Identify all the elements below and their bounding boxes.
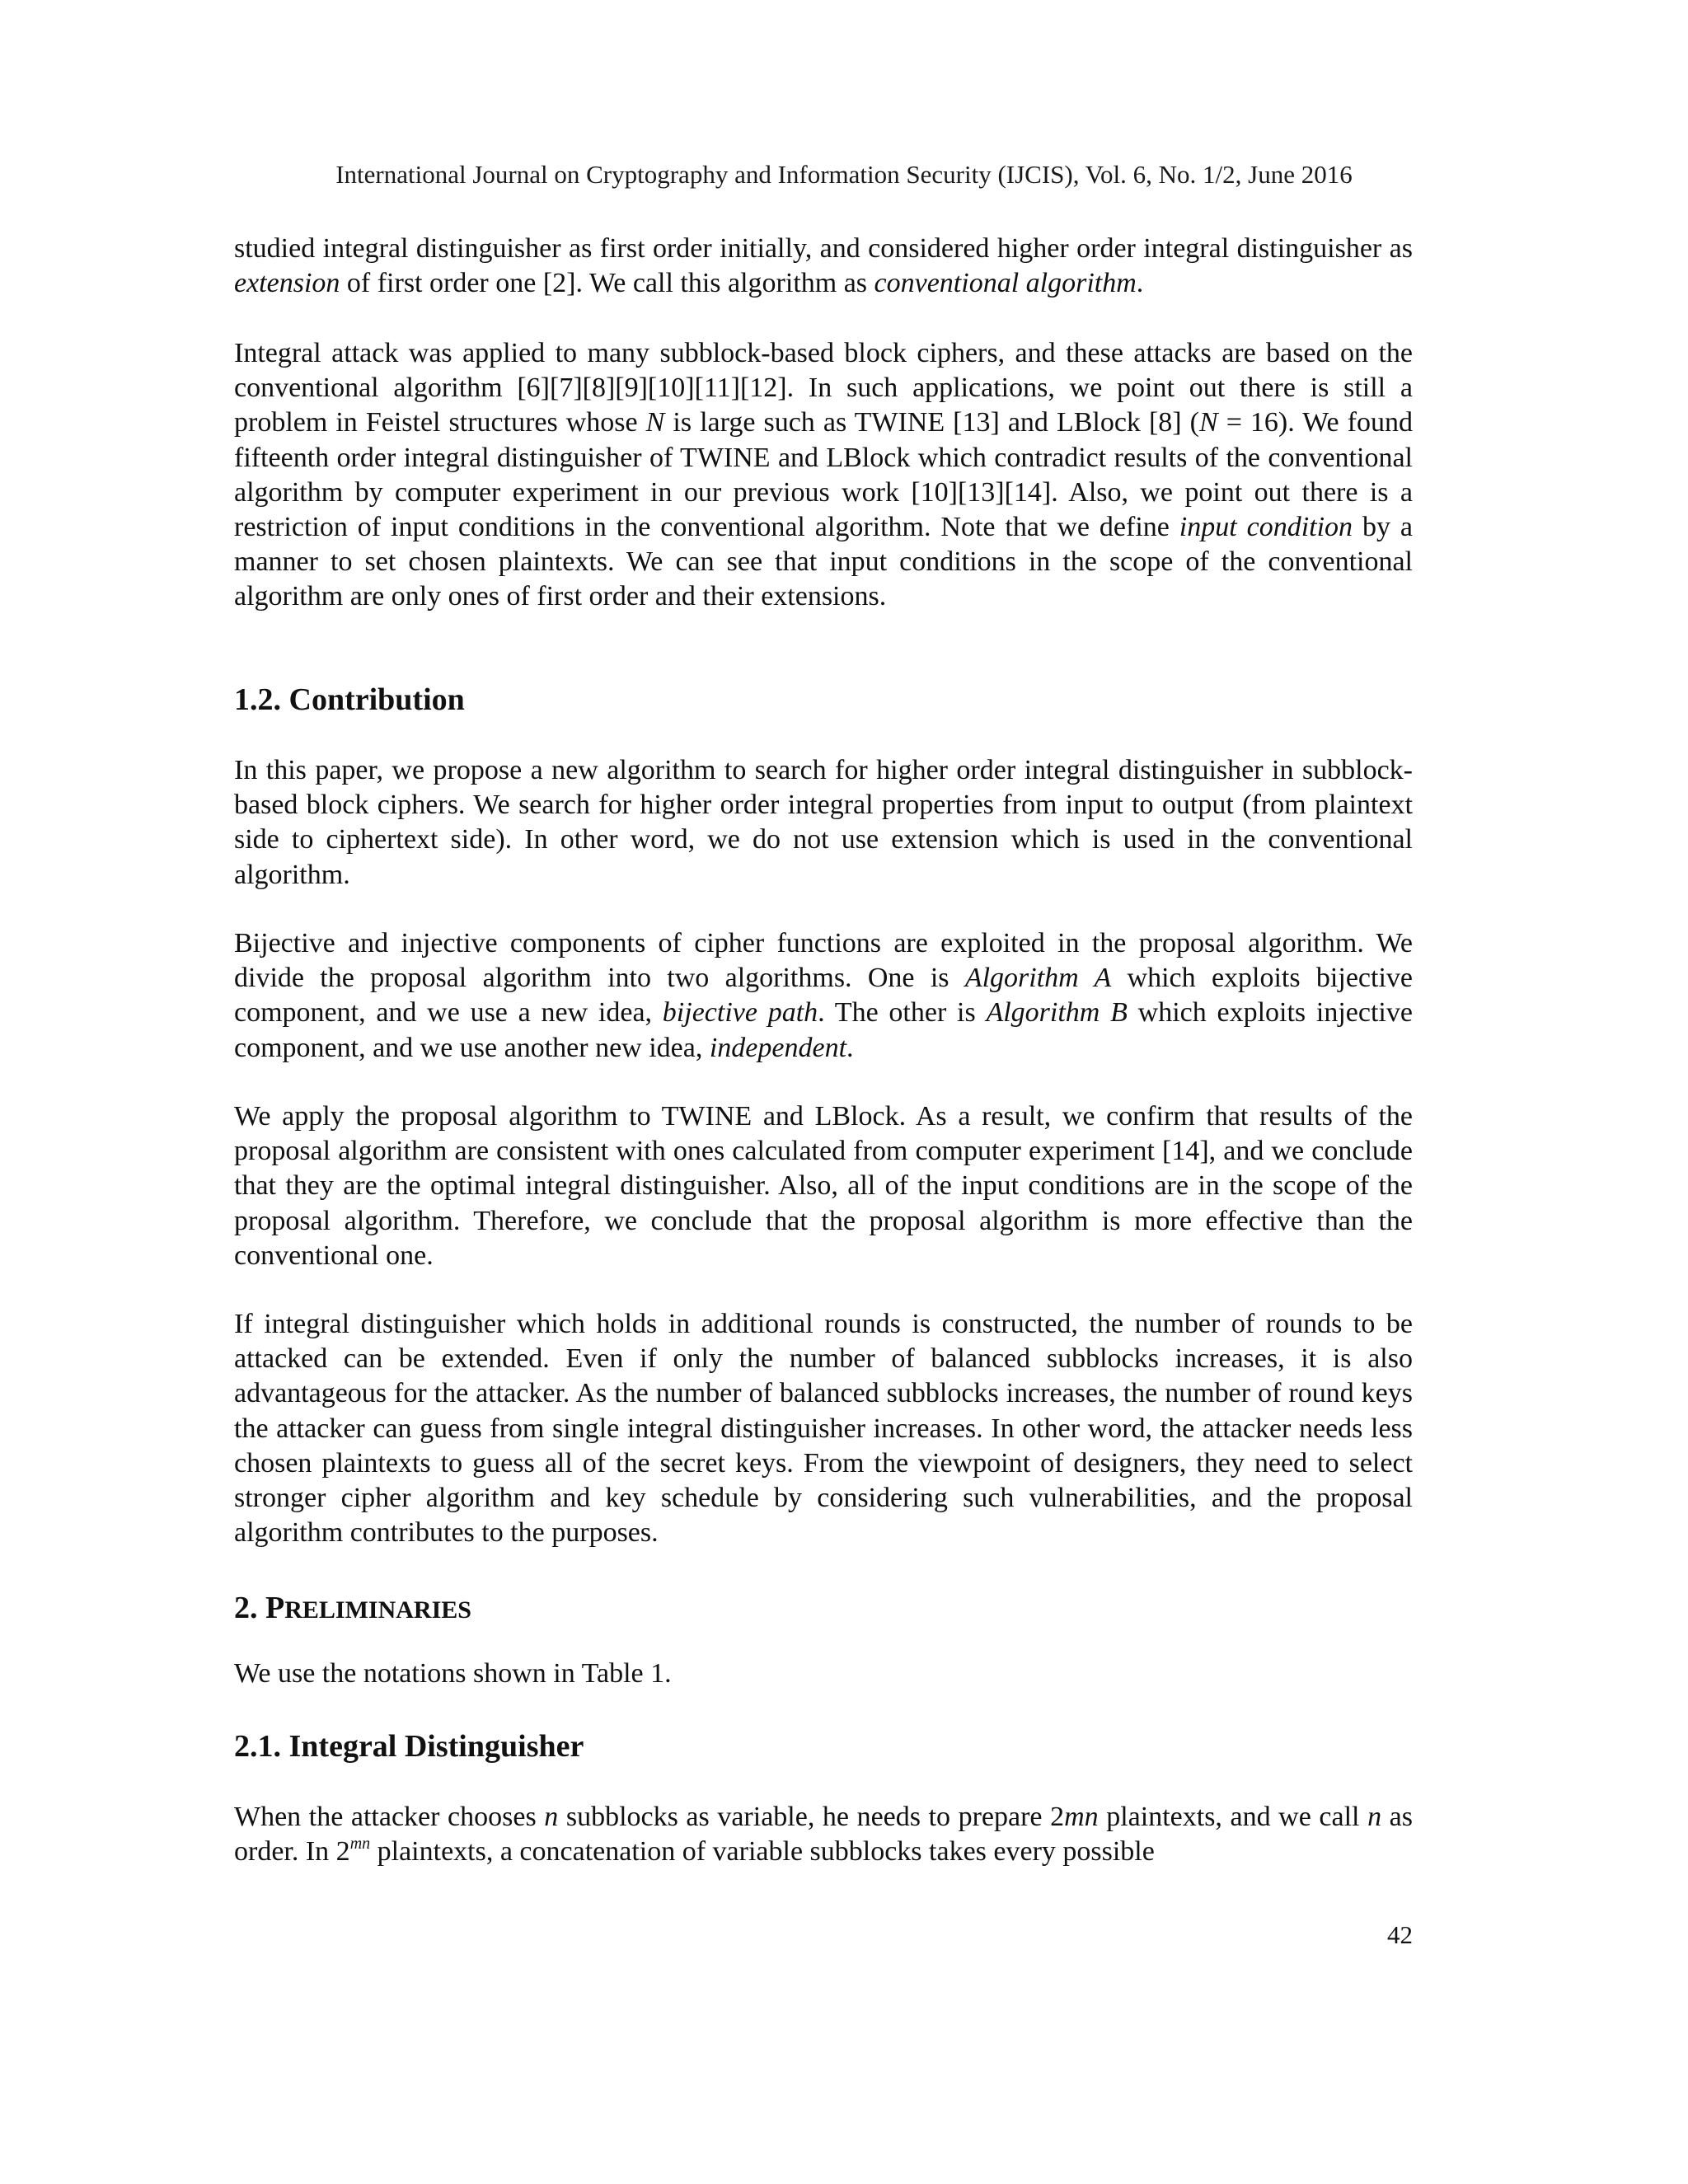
text-run: studied integral distinguisher as first order initially, and considered higher order integral distinguisher as	[234, 233, 1413, 264]
integral-distinguisher-paragraph-1	[234, 1800, 1413, 1869]
italic-term: extension	[234, 268, 340, 299]
section-heading-contribution	[234, 681, 1413, 719]
italic-term: Algorithm B	[986, 997, 1128, 1029]
text-run: as order. In 2	[234, 1802, 1413, 1868]
italic-term: conventional algorithm	[874, 268, 1137, 299]
contribution-paragraph-4: If integral distinguisher which holds in additional rounds is constructed, the number of rounds to be attacked can be extended. Even if only the number of balanced subblocks increases, it is also advantageous for the attacker. As the number of balanced subblocks increases, the number of round keys the attacker can guess from single integral distinguisher increases. In other word, the attacker needs less chosen plaintexts to guess all of the secret keys. From the viewpoint of designers, they need to select stronger cipher algorithm and key schedule by considering such vulnerabilities, and the proposal algorithm contributes to the purposes.	[234, 1309, 1413, 1549]
heading-text: 2.1. Integral Distinguisher	[234, 1729, 584, 1764]
italic-variable: n	[544, 1802, 559, 1832]
text-run: Bijective and injective components of cipher functions are exploited in the proposal algorithm. We divide the proposal algorithm into two algorithms. One is	[234, 928, 1413, 994]
preliminaries-paragraph-1: We use the notations shown in Table 1.	[234, 1658, 672, 1689]
intro-paragraph-2	[234, 336, 1413, 615]
section-heading-preliminaries	[234, 1589, 1413, 1629]
text-run: . The other is	[818, 997, 987, 1029]
text-run: Integral attack was applied to many subblock-based block ciphers, and these attacks are based on the conventional algorithm [6][7][8][9][10][11][12]. In such applications, we point out there is still a problem in Feistel structures whose	[234, 338, 1413, 438]
text-run: which exploits bijective component, and we use a new idea,	[234, 963, 1413, 1029]
text-run: of first order one [2]. We call this algorithm as	[340, 268, 874, 299]
italic-variable: n	[1367, 1802, 1382, 1832]
text-run: .	[846, 1032, 854, 1063]
text-run: which exploits injective component, and we use another new idea,	[234, 997, 1413, 1063]
text-run: plaintexts, a concatenation of variable subblocks takes every possible	[370, 1836, 1155, 1868]
text-run: When the attacker chooses	[234, 1802, 545, 1832]
italic-term: independent	[709, 1032, 847, 1063]
text-run: = 16). We found fifteenth order integral distinguisher of TWINE and LBlock which contradict results of the conventional algorithm by computer experiment in our previous work [10][13][14]. Also, we point out there is a restriction of input conditions in the conventional algorithm. Note that we define	[234, 407, 1413, 543]
contribution-paragraph-1: In this paper, we propose a new algorithm to search for higher order integral distinguisher in subblock-based block ciphers. We search for higher order integral properties from input to output (from plaintext side to ciphertext side). In other word, we do not use extension which is used in the conventional algorithm.	[234, 755, 1413, 890]
contribution-paragraph-2	[234, 926, 1413, 1066]
text-run: .	[1136, 268, 1144, 299]
heading-text: 1.2. Contribution	[234, 682, 465, 717]
contribution-paragraph-3: We apply the proposal algorithm to TWINE and LBlock. As a result, we confirm that results of the proposal algorithm are consistent with ones calculated from computer experiment [14], and we conclude that they are the optimal integral distinguisher. Also, all of the input conditions are in the scope of the proposal algorithm. Therefore, we conclude that the proposal algorithm is more effective than the conventional one.	[234, 1101, 1413, 1271]
text-run: is large such as TWINE [13] and LBlock [8] (	[664, 407, 1199, 438]
italic-variable: mn	[1064, 1802, 1099, 1832]
text-run: subblocks as variable, he needs to prepare 2	[558, 1802, 1065, 1832]
italic-variable: N	[1198, 407, 1218, 438]
text-run: plaintexts, and we call	[1098, 1802, 1368, 1832]
text-run: by a manner to set chosen plaintexts. We can see that input conditions in the scope of the conventional algorithm are only ones of first order and their extensions.	[234, 512, 1413, 612]
italic-term: Algorithm A	[964, 963, 1112, 994]
italic-variable: N	[645, 407, 665, 438]
heading-small-caps: RELIMINARIES	[284, 1596, 471, 1624]
intro-paragraph-1	[234, 232, 1413, 301]
exponent: mn	[349, 1835, 371, 1854]
italic-term: bijective path	[662, 997, 818, 1029]
page-number: 42	[1387, 1920, 1413, 1949]
italic-term: input condition	[1179, 512, 1353, 543]
section-heading-integral-distinguisher	[234, 1727, 1413, 1765]
heading-text: 2. P	[234, 1591, 285, 1625]
running-header: International Journal on Cryptography and Information Security (IJCIS), Vol. 6, No. 1/2, June 2016	[335, 160, 1353, 189]
